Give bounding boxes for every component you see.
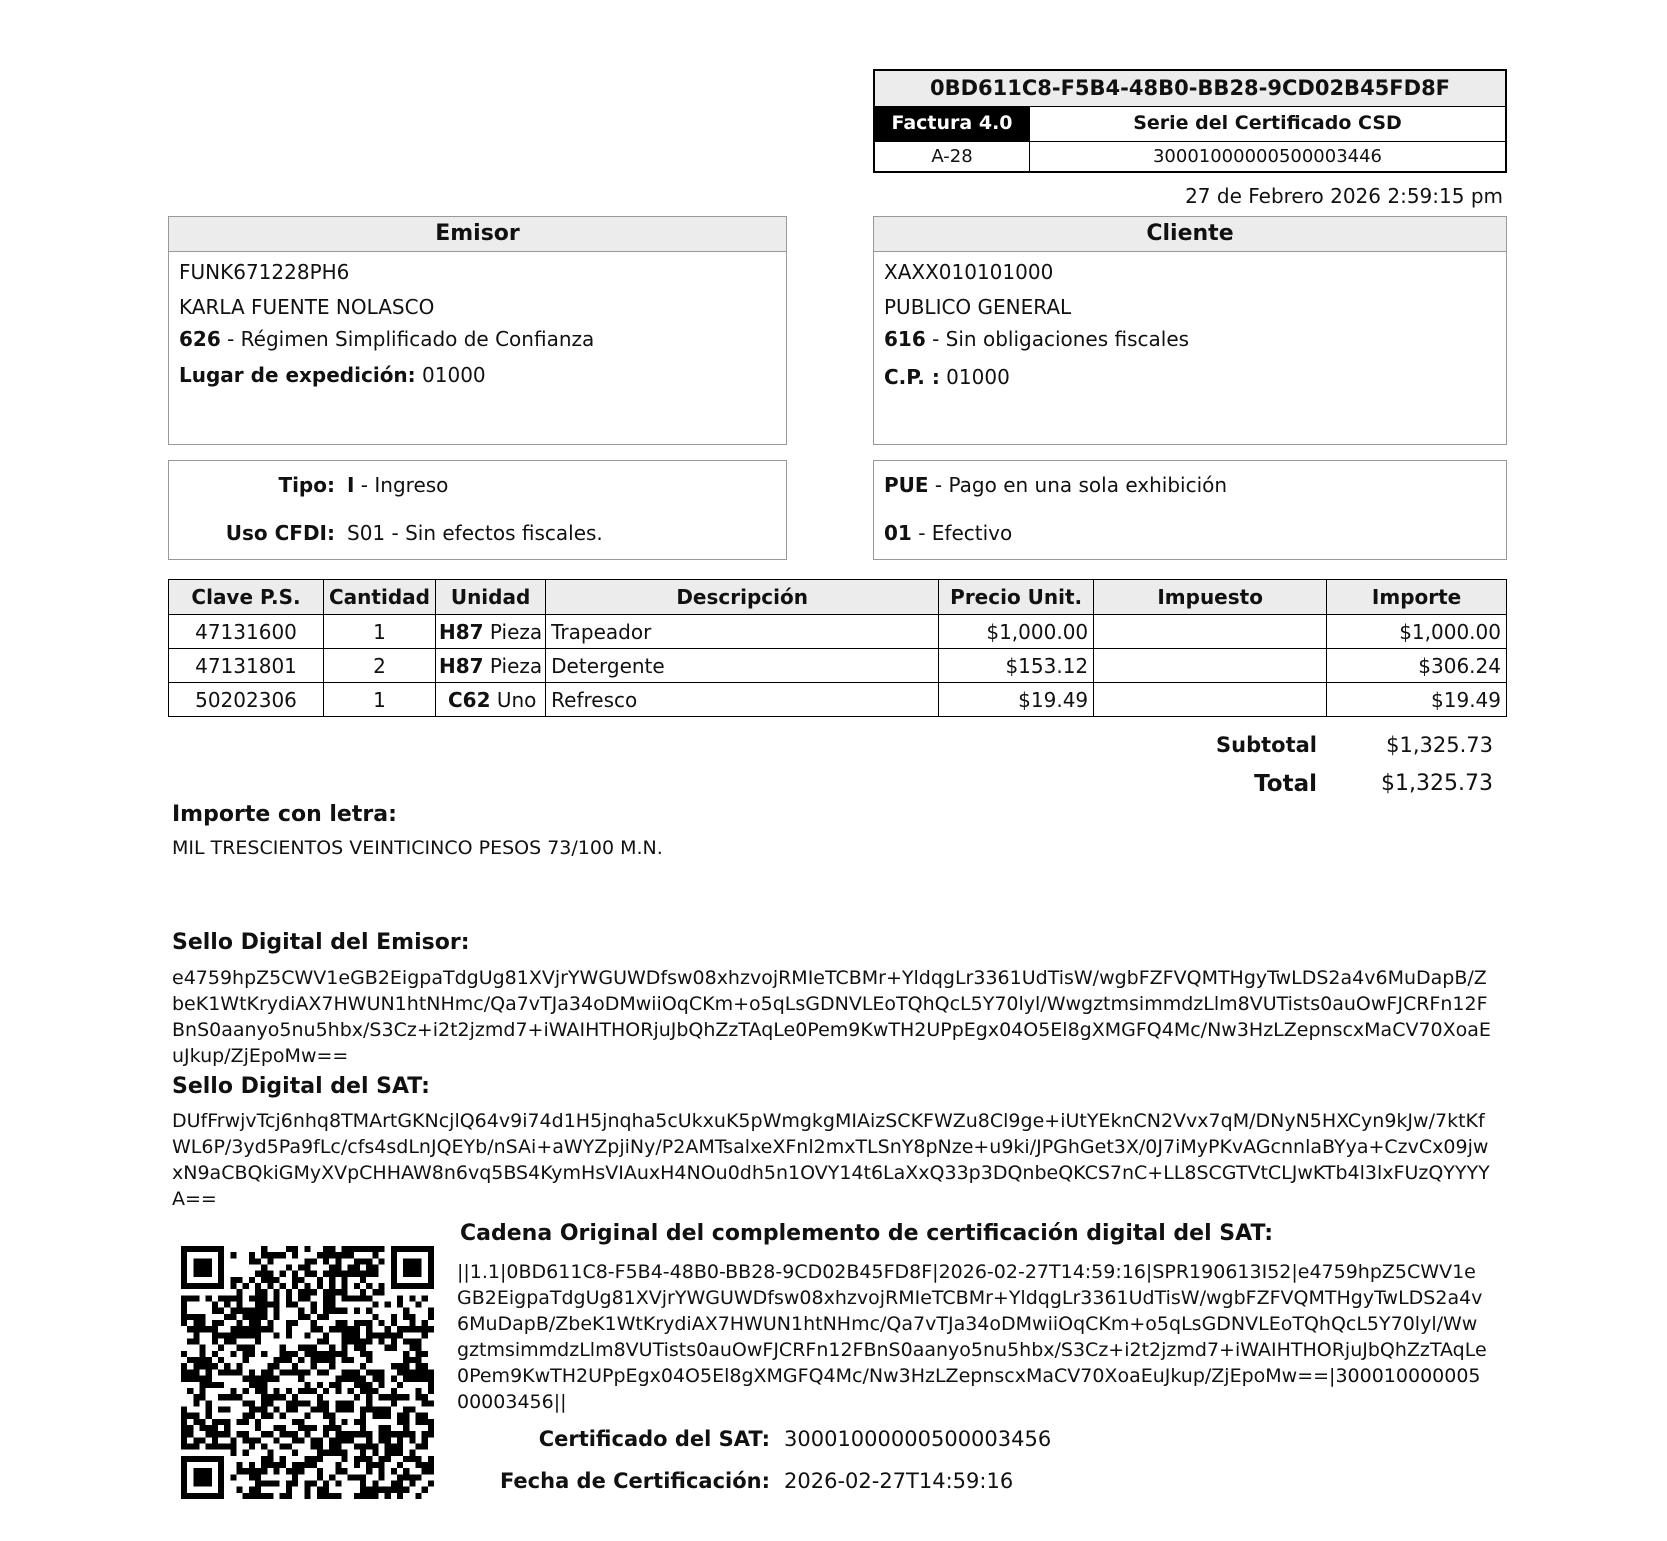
metodo-code: PUE bbox=[884, 473, 929, 497]
cliente-cp-value: 01000 bbox=[939, 365, 1010, 389]
issue-date: 27 de Febrero 2026 2:59:15 pm bbox=[1185, 184, 1503, 208]
emisor-regimen bbox=[179, 327, 594, 351]
subtotal-label: Subtotal bbox=[1216, 733, 1317, 757]
uso-value: S01 - Sin efectos fiscales. bbox=[347, 521, 603, 545]
cell-impuesto bbox=[1094, 649, 1327, 683]
unidad-desc: Pieza bbox=[489, 653, 543, 678]
sello-sat-label: Sello Digital del SAT: bbox=[172, 1074, 430, 1099]
sello-emisor-label: Sello Digital del Emisor: bbox=[172, 930, 470, 955]
cell-importe: $1,000.00 bbox=[1327, 615, 1507, 649]
col-unidad: Unidad bbox=[435, 580, 545, 615]
col-importe: Importe bbox=[1327, 580, 1507, 615]
tipo-panel bbox=[168, 460, 787, 560]
cell-precio: $153.12 bbox=[939, 649, 1094, 683]
emisor-rfc: FUNK671228PH6 bbox=[179, 260, 350, 284]
cliente-cp-label: C.P. : bbox=[884, 365, 940, 389]
col-precio: Precio Unit. bbox=[939, 580, 1094, 615]
cell-unidad bbox=[435, 615, 545, 649]
sello-emisor-value: e4759hpZ5CWV1eGB2EigpaTdgUg81XVjrYWGUWDfsw08xhzvojRMIeTCBMr+YldqgLr3361UdTisW/wgbFZFVQMTHgyTwLDS2a4v6MuDapB/ZbeK1WtKrydiAX7HWUN1htNHmc/Qa7vTJa34oDMwiiOqCKm+o5qLsGDNVLEoTQhQcL5Y70lyl/WwgztmsimmdzLlm8VUTists0auOwFJCRFn12FBnS0aanyo5nu5hbx/S3Cz+i2t2jzmd7+iWAIHTHORjuJbQhZzTAqLe0Pem9KwTH2UPpEgx04O5El8gXMGFQ4Mc/Nw3HzLZepnscxMaCV70XoaEuJkup/ZjEpoMw== bbox=[172, 967, 1491, 1067]
unidad-code: H87 bbox=[438, 653, 484, 678]
cell-unidad bbox=[435, 683, 545, 717]
col-clave: Clave P.S. bbox=[169, 580, 324, 615]
cliente-title: Cliente bbox=[874, 217, 1506, 252]
unidad-desc: Pieza bbox=[489, 619, 543, 644]
unidad-code: H87 bbox=[438, 619, 484, 644]
cell-precio: $1,000.00 bbox=[939, 615, 1094, 649]
uso-label: Uso CFDI: bbox=[225, 521, 335, 545]
cell-descripcion: Refresco bbox=[546, 683, 939, 717]
cell-descripcion: Detergente bbox=[546, 649, 939, 683]
sello-sat-value: DUfFrwjvTcj6nhq8TMArtGKNcjlQ64v9i74d1H5jnqha5cUkxuK5pWmgkgMIAizSCKFWZu8Cl9ge+iUtYEknCN2Vvx7qM/DNyN5HXCyn9kJw/7ktKfWL6P/3yd5Pa9fLc/cfs4sdLnJQEYb/nSAi+aWYZpjiNy/P2AMTsalxeXFnl2mxTLSnY8pNze+u9ki/JPGhGet3X/0J7iMyPKvAGcnnlaBYya+CzvCx09jwxN9aCBQkiGMyXVpCHHAW8n6vq5BS4KymHsVIAuxH4NOu0dh5n1OVY14t6LaXxQ33p3DQnbeQKCS7nC+LL8SCGTVtCLJwKTb4l3lxFUzQYYYYA== bbox=[172, 1110, 1490, 1210]
emisor-lugar bbox=[179, 363, 486, 387]
cert-series-label: Serie del Certificado CSD bbox=[1133, 112, 1402, 134]
metodo-pago bbox=[884, 473, 1227, 497]
cell-importe: $306.24 bbox=[1327, 649, 1507, 683]
tipo-desc: - Ingreso bbox=[354, 473, 449, 497]
unidad-code: C62 bbox=[447, 687, 491, 712]
cell-cantidad: 1 bbox=[324, 683, 436, 717]
forma-code: 01 bbox=[884, 521, 912, 545]
tipo-label: Tipo: bbox=[278, 473, 335, 497]
doc-type: Factura 4.0 bbox=[875, 106, 1030, 141]
tipo-code: I bbox=[347, 473, 355, 497]
table-row bbox=[169, 615, 1507, 649]
fecha-cert-value: 2026-02-27T14:59:16 bbox=[784, 1469, 1014, 1493]
certificate-header bbox=[873, 69, 1507, 173]
metodo-desc: - Pago en una sola exhibición bbox=[928, 473, 1228, 497]
cliente-panel bbox=[873, 216, 1507, 445]
subtotal-value: $1,325.73 bbox=[1386, 733, 1493, 757]
cell-importe: $19.49 bbox=[1327, 683, 1507, 717]
table-row bbox=[169, 683, 1507, 717]
cert-series: 30001000000500003446 bbox=[1152, 146, 1383, 167]
cell-precio: $19.49 bbox=[939, 683, 1094, 717]
items-header-row bbox=[169, 580, 1507, 615]
importe-letra-label: Importe con letra: bbox=[172, 802, 397, 827]
qr-code-icon bbox=[181, 1246, 434, 1499]
forma-pago bbox=[884, 521, 1012, 545]
cliente-regimen-code: 616 bbox=[884, 327, 926, 351]
total-label: Total bbox=[1254, 771, 1317, 797]
cell-unidad bbox=[435, 649, 545, 683]
items-table bbox=[168, 579, 1507, 717]
cell-impuesto bbox=[1094, 683, 1327, 717]
emisor-title: Emisor bbox=[169, 217, 786, 252]
table-row bbox=[169, 649, 1507, 683]
unidad-desc: Uno bbox=[496, 687, 537, 712]
cliente-regimen-desc: - Sin obligaciones fiscales bbox=[925, 327, 1190, 351]
emisor-panel bbox=[168, 216, 787, 445]
emisor-regimen-code: 626 bbox=[179, 327, 221, 351]
cell-clave: 47131600 bbox=[169, 615, 324, 649]
tipo-value bbox=[347, 473, 448, 497]
uuid: 0BD611C8-F5B4-48B0-BB28-9CD02B45FD8F bbox=[875, 71, 1505, 107]
cell-impuesto bbox=[1094, 615, 1327, 649]
emisor-lugar-label: Lugar de expedición: bbox=[179, 363, 416, 387]
folio: A-28 bbox=[875, 141, 1030, 173]
emisor-regimen-desc: - Régimen Simplificado de Confianza bbox=[220, 327, 595, 351]
cadena-label: Cadena Original del complemento de certificación digital del SAT: bbox=[460, 1221, 1274, 1246]
cell-clave: 47131801 bbox=[169, 649, 324, 683]
cell-descripcion: Trapeador bbox=[546, 615, 939, 649]
importe-letra-value: MIL TRESCIENTOS VEINTICINCO PESOS 73/100 M.N. bbox=[172, 837, 663, 859]
cert-sat-value: 30001000000500003456 bbox=[784, 1427, 1052, 1451]
cell-clave: 50202306 bbox=[169, 683, 324, 717]
cadena-value: ||1.1|0BD611C8-F5B4-48B0-BB28-9CD02B45FD8F|2026-02-27T14:59:16|SPR190613I52|e4759hpZ5CWV1eGB2EigpaTdgUg81XVjrYWGUWDfsw08xhzvojRMIeTCBMr+YldqgLr3361UdTisW/wgbFZFVQMTHgyTwLDS2a4v6MuDapB/ZbeK1WtKrydiAX7HWUN1htNHmc/Qa7vTJa34oDMwiiOqCKm+o5qLsGDNVLEoTQhQcL5Y70lyl/WwgztmsimmdzLlm8VUTists0auOwFJCRFn12FBnS0aanyo5nu5hbx/S3Cz+i2t2jzmd7+iWAIHTHORjuJbQhZzTAqLe0Pem9KwTH2UPpEgx04O5El8gXMGFQ4Mc/Nw3HzLZepnscxMaCV70XoaEuJkup/ZjEpoMw==|30001000000500003456|| bbox=[457, 1261, 1487, 1413]
emisor-lugar-value: 01000 bbox=[415, 363, 486, 387]
qr-modules bbox=[181, 1246, 434, 1499]
col-impuesto: Impuesto bbox=[1094, 580, 1327, 615]
cliente-name: PUBLICO GENERAL bbox=[884, 295, 1072, 319]
cliente-regimen bbox=[884, 327, 1189, 351]
forma-desc: - Efectivo bbox=[911, 521, 1013, 545]
emisor-name: KARLA FUENTE NOLASCO bbox=[179, 295, 435, 319]
total-value: $1,325.73 bbox=[1381, 771, 1493, 796]
cert-sat-label: Certificado del SAT: bbox=[538, 1427, 770, 1451]
cliente-rfc: XAXX010101000 bbox=[884, 260, 1054, 284]
cell-cantidad: 1 bbox=[324, 615, 436, 649]
pago-panel bbox=[873, 460, 1507, 560]
fecha-cert-label: Fecha de Certificación: bbox=[499, 1469, 770, 1493]
col-descripcion: Descripción bbox=[546, 580, 939, 615]
cliente-cp bbox=[884, 365, 1010, 389]
cell-cantidad: 2 bbox=[324, 649, 436, 683]
col-cantidad: Cantidad bbox=[324, 580, 436, 615]
